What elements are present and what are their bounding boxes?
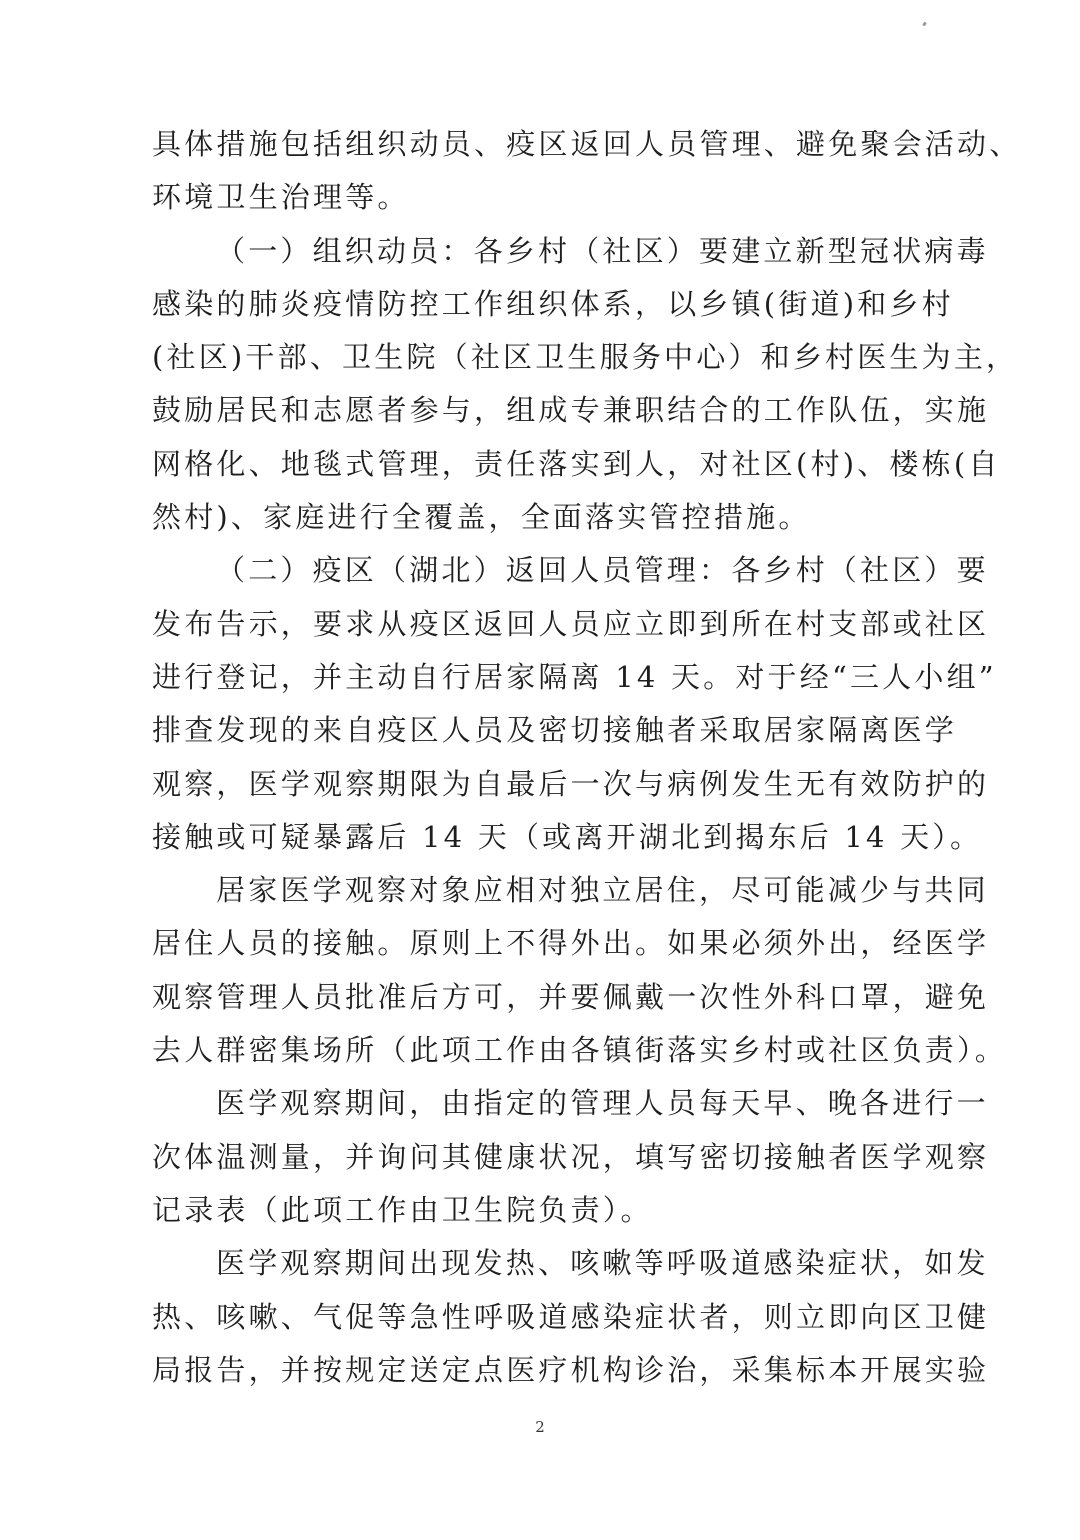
text-line: (社区)干部、卫生院（社区卫生服务中心）和乡村医生为主， [152,340,1019,375]
text-line: 医学观察期间出现发热、咳嗽等呼吸道感染症状，如发 [216,1246,989,1281]
text-line: 居家医学观察对象应相对独立居住，尽可能减少与共同 [216,873,989,908]
text-line: 记录表（此项工作由卫生院负责）。 [152,1192,653,1227]
page-number: 2 [535,1418,545,1436]
scan-speck [922,22,927,27]
text-line: 感染的肺炎疫情防控工作组织体系，以乡镇(街道)和乡村 [152,286,954,321]
text-line: 观察管理人员批准后方可，并要佩戴一次性外科口罩，避免 [152,979,990,1014]
text-line: 具体措施包括组织动员、疫区返回人员管理、避免聚会活动、 [152,127,1022,161]
text-line: 排查发现的来自疫区人员及密切接触者采取居家隔离医学 [152,713,958,748]
text-line: 次体温测量，并询问其健康状况，填写密切接触者医学观察 [152,1139,990,1174]
text-line: 鼓励居民和志愿者参与，组成专兼职结合的工作队伍，实施 [152,393,990,428]
text-line: 然村)、家庭进行全覆盖，全面落实管控措施。 [152,500,811,535]
text-line: 接触或可疑暴露后 14 天（或离开湖北到揭东后 14 天）。 [152,819,983,854]
text-line: 进行登记，并主动自行居家隔离 14 天。对于经“三人小组” [152,659,997,694]
text-line: 医学观察期间，由指定的管理人员每天早、晚各进行一 [216,1086,989,1121]
text-line: （二）疫区（湖北）返回人员管理：各乡村（社区）要 [216,553,989,588]
text-line: 去人群密集场所（此项工作由各镇街落实乡村或社区负责）。 [152,1033,1007,1068]
text-line: 发布告示，要求从疫区返回人员应立即到所在村支部或社区 [152,606,990,641]
text-line: （一）组织动员：各乡村（社区）要建立新型冠状病毒 [216,233,989,268]
text-line: 环境卫生治理等。 [152,180,410,215]
text-line: 观察，医学观察期限为自最后一次与病例发生无有效防护的 [152,766,990,801]
text-line: 居住人员的接触。原则上不得外出。如果必须外出，经医学 [152,926,990,961]
text-line: 热、咳嗽、气促等急性呼吸道感染症状者，则立即向区卫健 [152,1299,990,1334]
text-line: 网格化、地毯式管理，责任落实到人，对社区(村)、楼栋(自 [152,446,1001,481]
text-line: 局报告，并按规定送定点医疗机构诊治，采集标本开展实验 [152,1352,990,1387]
document-body [152,118,1022,1397]
